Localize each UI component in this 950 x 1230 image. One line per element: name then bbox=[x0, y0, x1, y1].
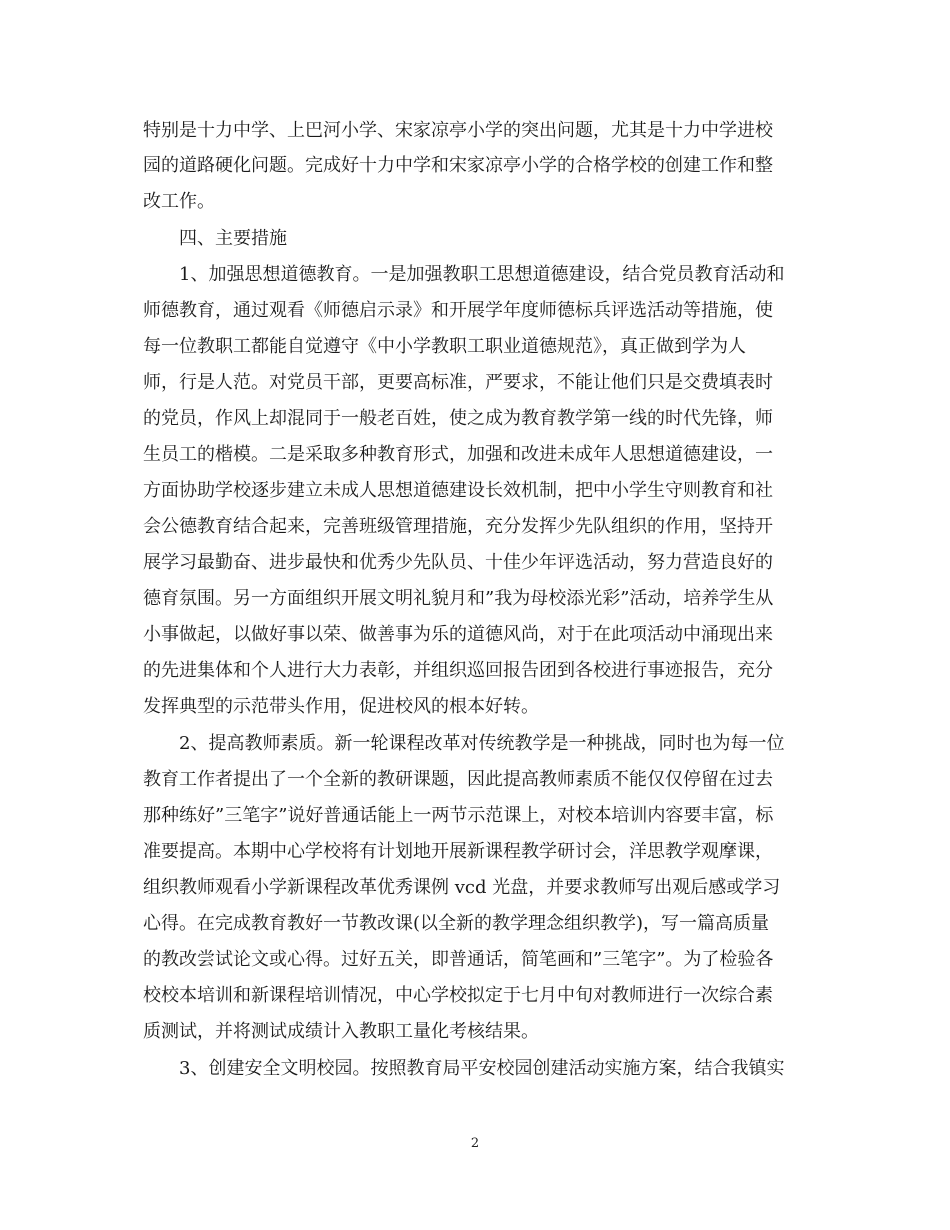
text-line: 改工作。 bbox=[143, 191, 215, 212]
text-line: 的先进集体和个人进行大力表彰，并组织巡回报告团到各校进行事迹报告，充分 bbox=[143, 660, 773, 681]
text-line: 发挥典型的示范带头作用，促进校风的根本好转。 bbox=[143, 696, 539, 717]
text-line: 教育工作者提出了一个全新的教研课题，因此提高教师素质不能仅仅停留在过去 bbox=[143, 769, 773, 790]
page-number: 2 bbox=[470, 1136, 480, 1151]
text-line: 组织教师观看小学新课程改革优秀课例 vcd 光盘，并要求教师写出观后感或学习 bbox=[143, 877, 781, 898]
text-line: 特别是十力中学、上巴河小学、宋家凉亭小学的突出问题，尤其是十力中学进校 bbox=[143, 120, 773, 141]
text-line: 3、创建安全文明校园。按照教育局平安校园创建活动实施方案，结合我镇实 bbox=[143, 1058, 785, 1079]
text-line: 师，行是人范。对党员干部，更要高标准，严要求，不能让他们只是交费填表时 bbox=[143, 372, 773, 393]
text-line: 德育氛围。另一方面组织开展文明礼貌月和”我为母校添光彩”活动，培养学生从 bbox=[143, 588, 774, 609]
text-line: 校校本培训和新课程培训情况，中心学校拟定于七月中旬对教师进行一次综合素 bbox=[143, 985, 773, 1006]
text-line: 的教改尝试论文或心得。过好五关，即普通话，简笔画和”三笔字”。为了检验各 bbox=[143, 949, 774, 970]
text-line: 那种练好”三笔字”说好普通话能上一两节示范课上，对校本培训内容要丰富，标 bbox=[143, 805, 774, 826]
text-line: 小事做起，以做好事以荣、做善事为乐的道德风尚，对于在此项活动中涌现出来 bbox=[143, 624, 773, 645]
text-line: 心得。在完成教育教好一节教改课(以全新的教学理念组织教学)，写一篇高质量 bbox=[143, 913, 770, 934]
text-line: 生员工的楷模。二是采取多种教育形式，加强和改进未成年人思想道德建设，一 bbox=[143, 444, 773, 465]
text-line: 准要提高。本期中心学校将有计划地开展新课程教学研讨会，洋思教学观摩课， bbox=[143, 841, 773, 862]
text-line: 每一位教职工都能自觉遵守《中小学教职工职业道德规范》，真正做到学为人 bbox=[143, 336, 746, 357]
text-line: 质测试，并将测试成绩计入教职工量化考核结果。 bbox=[143, 1021, 539, 1042]
text-line: 师德教育，通过观看《师德启示录》和开展学年度师德标兵评选活动等措施，使 bbox=[143, 300, 773, 321]
section-heading: 四、主要措施 bbox=[143, 228, 287, 249]
text-line: 的党员，作风上却混同于一般老百姓，使之成为教育教学第一线的时代先锋，师 bbox=[143, 408, 773, 429]
text-line: 展学习最勤奋、进步最快和优秀少先队员、十佳少年评选活动，努力营造良好的 bbox=[143, 552, 773, 573]
text-line: 2、提高教师素质。新一轮课程改革对传统教学是一种挑战，同时也为每一位 bbox=[143, 733, 785, 754]
text-line: 园的道路硬化问题。完成好十力中学和宋家凉亭小学的合格学校的创建工作和整 bbox=[143, 155, 773, 176]
text-line: 方面协助学校逐步建立未成人思想道德建设长效机制，把中小学生守则教育和社 bbox=[143, 480, 773, 501]
text-line: 1、加强思想道德教育。一是加强教职工思想道德建设，结合党员教育活动和 bbox=[143, 264, 785, 285]
text-line: 会公德教育结合起来，完善班级管理措施，充分发挥少先队组织的作用，坚持开 bbox=[143, 516, 773, 537]
